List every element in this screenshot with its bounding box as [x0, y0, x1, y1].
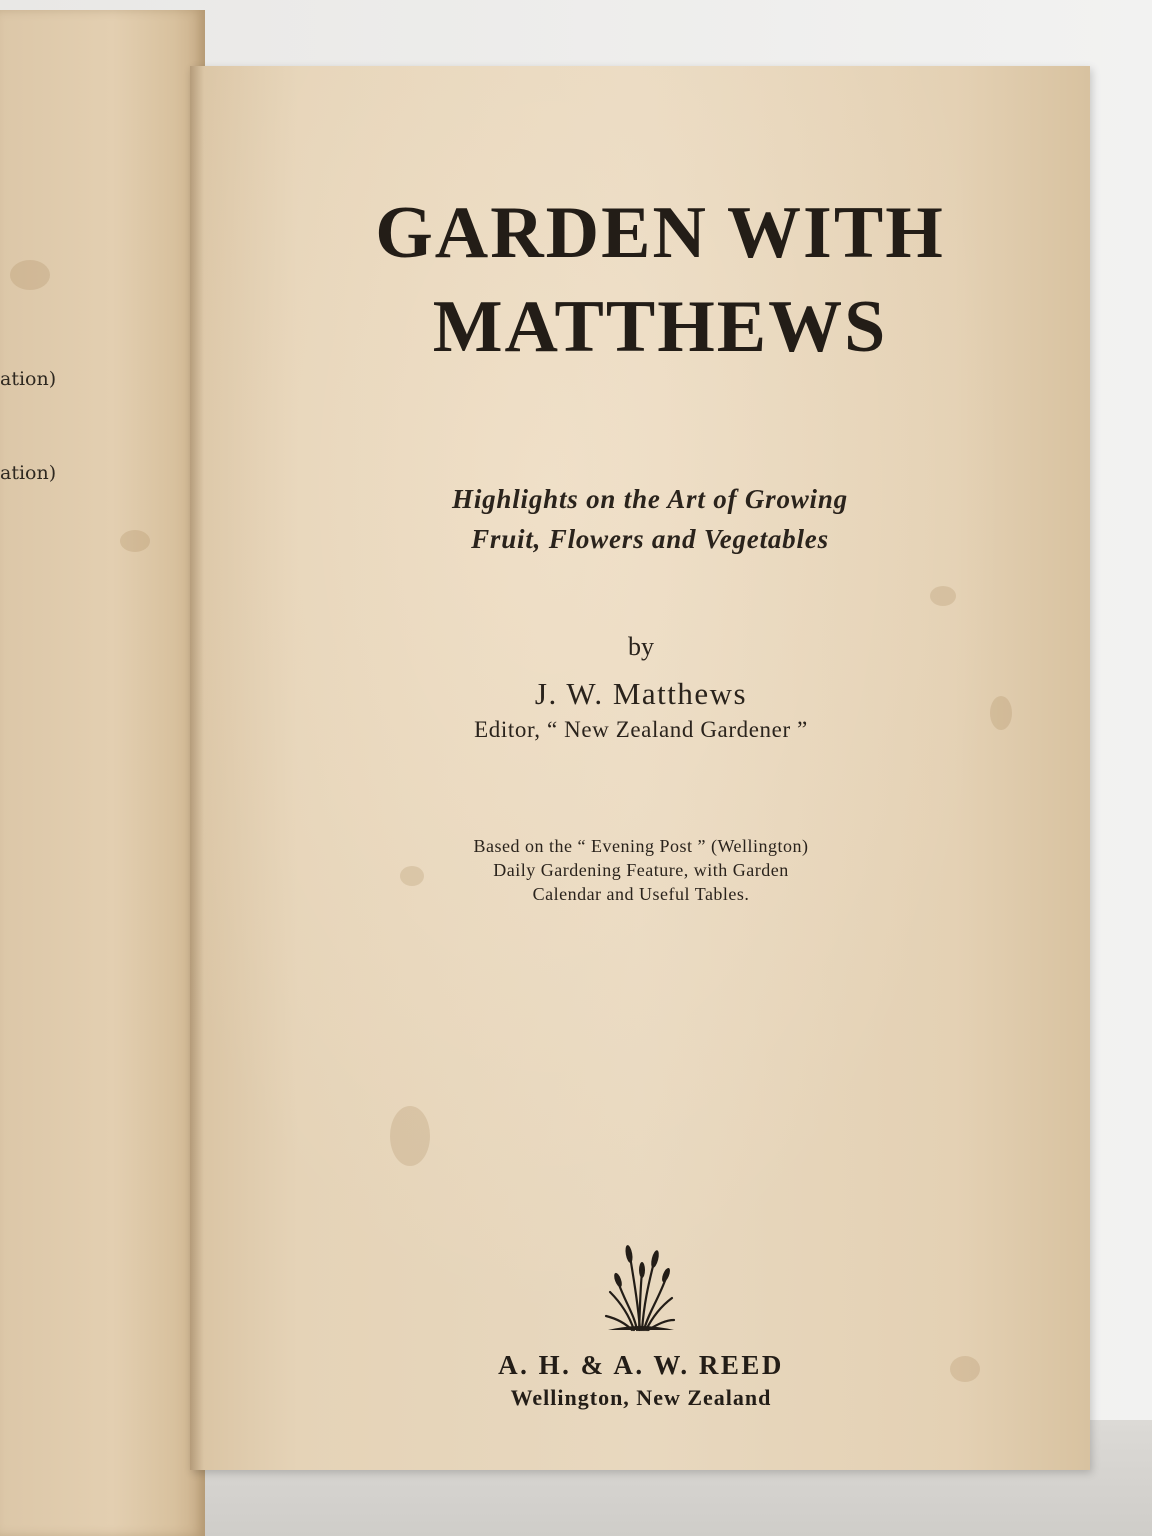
note-line-1: Based on the “ Evening Post ” (Wellington)	[473, 836, 809, 856]
publisher-name: A. H. & A. W. REED	[498, 1350, 784, 1380]
left-page-fragment-1: ation)	[0, 368, 57, 390]
title-line-1: GARDEN WITH	[375, 192, 945, 274]
book-title	[190, 186, 1130, 374]
raupo-bulrush-icon	[604, 1242, 676, 1332]
paper-stain	[990, 696, 1012, 730]
paper-stain	[10, 260, 50, 290]
note-line-2: Daily Gardening Feature, with Garden	[493, 860, 789, 880]
title-line-2: MATTHEWS	[432, 286, 888, 368]
note-line-3: Calendar and Useful Tables.	[532, 884, 750, 904]
source-note	[190, 834, 1092, 906]
paper-stain	[390, 1106, 430, 1166]
paper-stain	[400, 866, 424, 886]
paper-stain	[120, 530, 150, 552]
by-line: by	[628, 632, 654, 661]
paper-stain	[930, 586, 956, 606]
publisher-location: Wellington, New Zealand	[510, 1385, 772, 1410]
author-name: J. W. Matthews	[534, 676, 748, 711]
title-page	[190, 66, 1090, 1470]
left-page-fragment-2: ation)	[0, 462, 57, 484]
page-gutter-shadow	[190, 66, 204, 1470]
paper-stain	[950, 1356, 980, 1382]
left-page	[0, 10, 205, 1536]
subtitle-line-2: Fruit, Flowers and Vegetables	[471, 524, 829, 554]
author-role: Editor, “ New Zealand Gardener ”	[474, 717, 808, 742]
book-subtitle	[190, 479, 1110, 559]
subtitle-line-1: Highlights on the Art of Growing	[452, 484, 848, 514]
